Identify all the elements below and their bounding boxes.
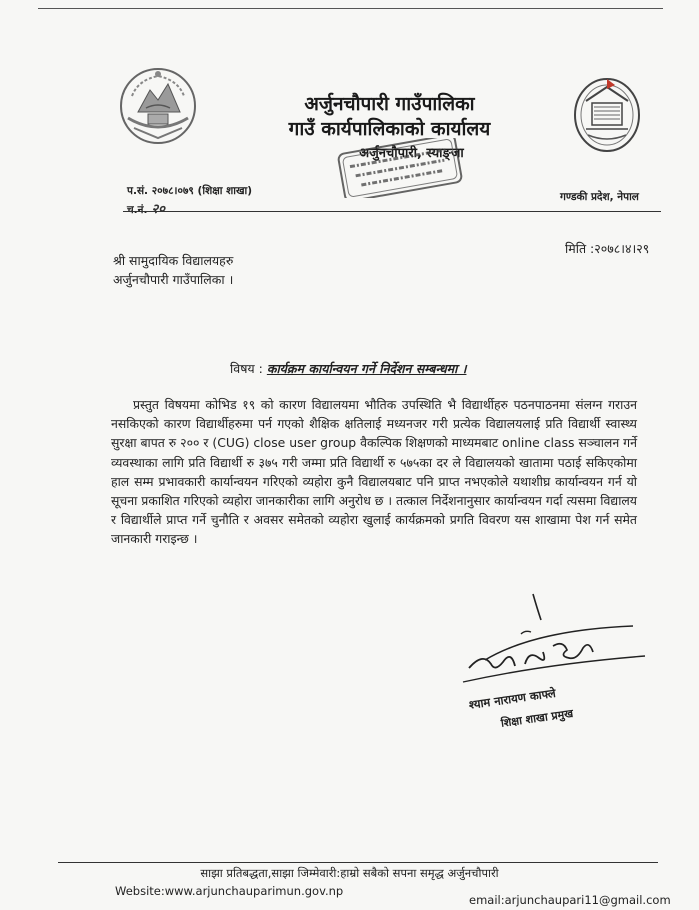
signer-title: शिक्षा शाखा प्रमुख (500, 706, 574, 730)
footer-motto: साझा प्रतिबद्धता,साझा जिम्मेवारी:हाम्रो सबैको सपना समृद्ध अर्जुनचौपारी (200, 866, 499, 880)
office-name: अर्जुनचौपारी गाउँपालिका (304, 93, 475, 115)
signer-name: श्याम नारायण काफ्ले (468, 685, 557, 712)
letter-body: प्रस्तुत विषयमा कोभिड १९ को कारण विद्यालयमा भौतिक उपस्थिति भै विद्यार्थीहरु पठनपाठनमा संलग्न गराउन नसकिएको कारण विद्यार्थीहरुमा पर्न गएको शैक्षिक क्षतिलाई मध्यनजर गरी प्रत्येक विद्यालयलाई प्रति विद्यार्थी स्वास्थ्य सुरक्षा बापत रु २०० र (CUG) close user group वैकल्पिक शिक्षणको माध्यमबाट online class सञ्चालन गर्ने व्यवस्थाका लागि प्रति विद्यार्थी रु ३७५ गरी जम्मा प्रति विद्यार्थी रु ५७५का दर ले विद्यालयको खातामा पठाई सकिएकोमा हाल सम्म प्रभावकारी कार्यान्वयन गरिएको व्यहोरा कुनै विद्यालयबाट पनि प्राप्त नभएकोले यथाशीघ्र कार्यान्वयन गर्न यो सूचना प्रकाशित गरिएको व्यहोरा जानकारीका लागि अनुरोध छ । तत्काल निर्देशनानुसार कार्यान्वयन गर्दा त्यसमा विद्यालय र विद्यार्थीले प्राप्त गर्ने चुनौति र अवसर समेतको व्यहोरा खुलाई कार्यक्रमको प्रगति विवरण यस शाखामा पेश गर्न समेत जानकारी गराइन्छ । (111, 397, 637, 547)
footer-website: Website:www.arjunchauparimun.gov.np (115, 884, 344, 898)
footer-divider (58, 862, 658, 863)
subject-text: कार्यक्रम कार्यान्वयन गर्ने निर्देशन सम्बन्धमा । (266, 361, 467, 376)
dispatch-value: २० (151, 202, 166, 217)
header-divider (123, 211, 661, 212)
office-address: अर्जुनचौपारी, स्याङ्जा (359, 146, 464, 161)
reference-number: प.सं. २०७८।०७९ (शिक्षा शाखा) (127, 185, 253, 197)
letter-date: मिति :२०७८।४।२९ (565, 241, 650, 256)
province-label: गण्डकी प्रदेश, नेपाल (560, 191, 639, 203)
dispatch-number (127, 199, 165, 217)
office-subtitle: गाउँ कार्यपालिकाको कार्यालय (288, 118, 491, 140)
recipient-line-1: श्री सामुदायिक विद्यालयहरु (113, 253, 234, 268)
top-border-line (38, 8, 663, 9)
subject-line (230, 360, 466, 377)
footer-email: email:arjunchaupari11@gmail.com (469, 893, 671, 907)
dispatch-label: च.नं. (127, 204, 148, 216)
subject-label: विषय : (230, 361, 263, 376)
official-stamp-icon (335, 138, 465, 198)
recipient-line-2: अर्जुनचौपारी गाउँपालिका । (113, 272, 234, 287)
